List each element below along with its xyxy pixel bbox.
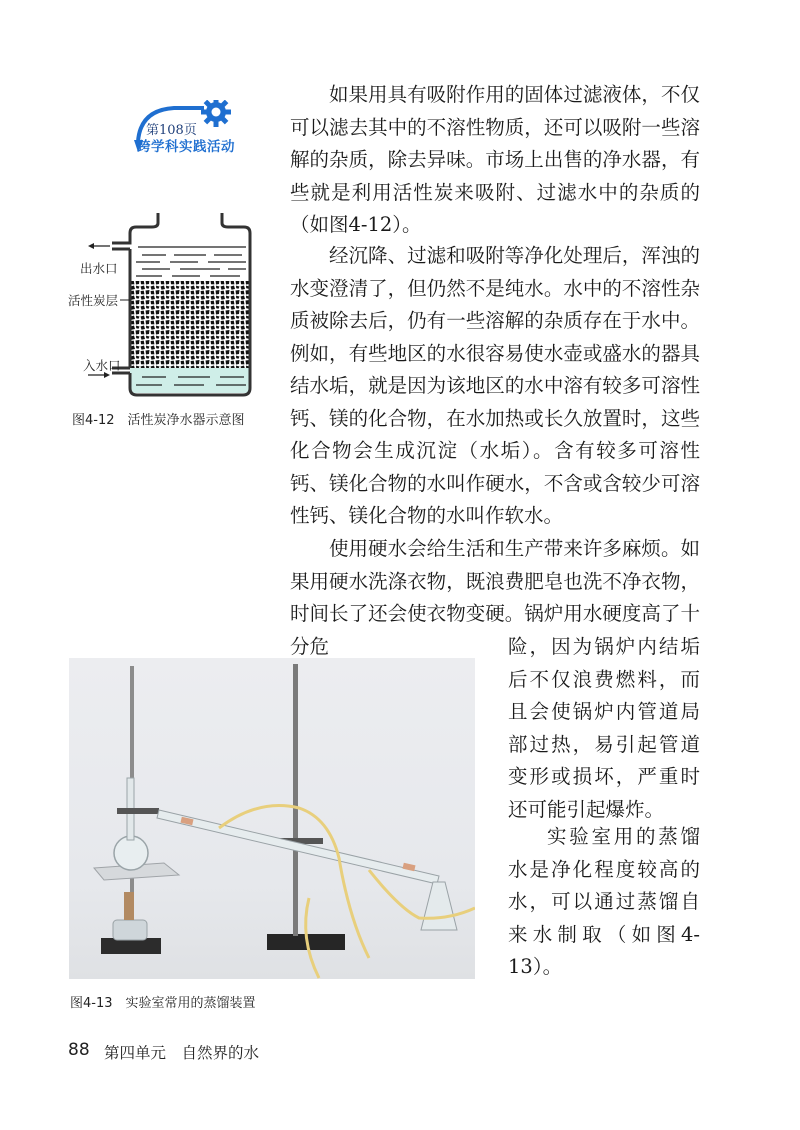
page-number: 88	[68, 1040, 90, 1060]
paragraph-hard-water: 经沉降、过滤和吸附等净化处理后，浑浊的水变澄清了，但仍然不是纯水。水中的不溶性杂质被除去后，仍有一些溶解的杂质存在于水中。例如，有些地区的水很容易使水壶或盛水的器具结水垢，就是因为该地区的水中溶有较多可溶性钙、镁的化合物，在水加热或长久放置时，这些化合物会生成沉淀（水垢）。含有较多可溶性钙、镁化合物的水叫作硬水，不含或含较少可溶性钙、镁化合物的水叫作软水。	[290, 244, 700, 527]
label-inlet: 入水口	[83, 358, 121, 373]
clean-water-region	[130, 368, 250, 393]
badge-page-ref[interactable]: 第108页	[146, 123, 197, 138]
paragraph-hard-water-problems: 使用硬水会给生活和生产带来许多麻烦。如果用硬水洗涤衣物，既浪费肥皂也洗不净衣物，时间长了还会使衣物变硬。锅炉用水硬度高了十分危	[290, 537, 700, 658]
label-outlet: 出水口	[80, 261, 118, 276]
caption-figure-4-12: 图4-12 活性炭净水器示意图	[72, 413, 245, 428]
outlet-arrow-icon	[88, 243, 110, 249]
paragraph-distilled-water: 实验室用的蒸馏水是净化程度较高的水，可以通过蒸馏自来水制取（如图4-13）。	[508, 825, 700, 978]
unit-title: 第四单元 自然界的水	[104, 1044, 260, 1062]
carbon-layer-region	[130, 281, 250, 368]
distillation-photo	[69, 658, 475, 979]
label-carbon-layer: 活性炭层	[68, 293, 119, 308]
distillation-apparatus-illustration	[69, 658, 475, 979]
badge-tag: 跨学科实践活动	[137, 139, 235, 155]
gear-icon	[201, 100, 231, 127]
paragraph-adsorption: 如果用具有吸附作用的固体过滤液体，不仅可以滤去其中的不溶性物质，还可以吸附一些溶解的杂质，除去异味。市场上出售的净水器，有些就是利用活性炭来吸附、过滤水中的杂质的（如图4-12）。	[290, 83, 700, 236]
caption-figure-4-13: 图4-13 实验室常用的蒸馏装置	[70, 996, 256, 1011]
paragraph-hard-water-problems-cont: 险，因为锅炉内结垢后不仅浪费燃料，而且会使锅炉内管道局部过热，易引起管道变形或损坏，严重时还可能引起爆炸。	[508, 635, 700, 821]
